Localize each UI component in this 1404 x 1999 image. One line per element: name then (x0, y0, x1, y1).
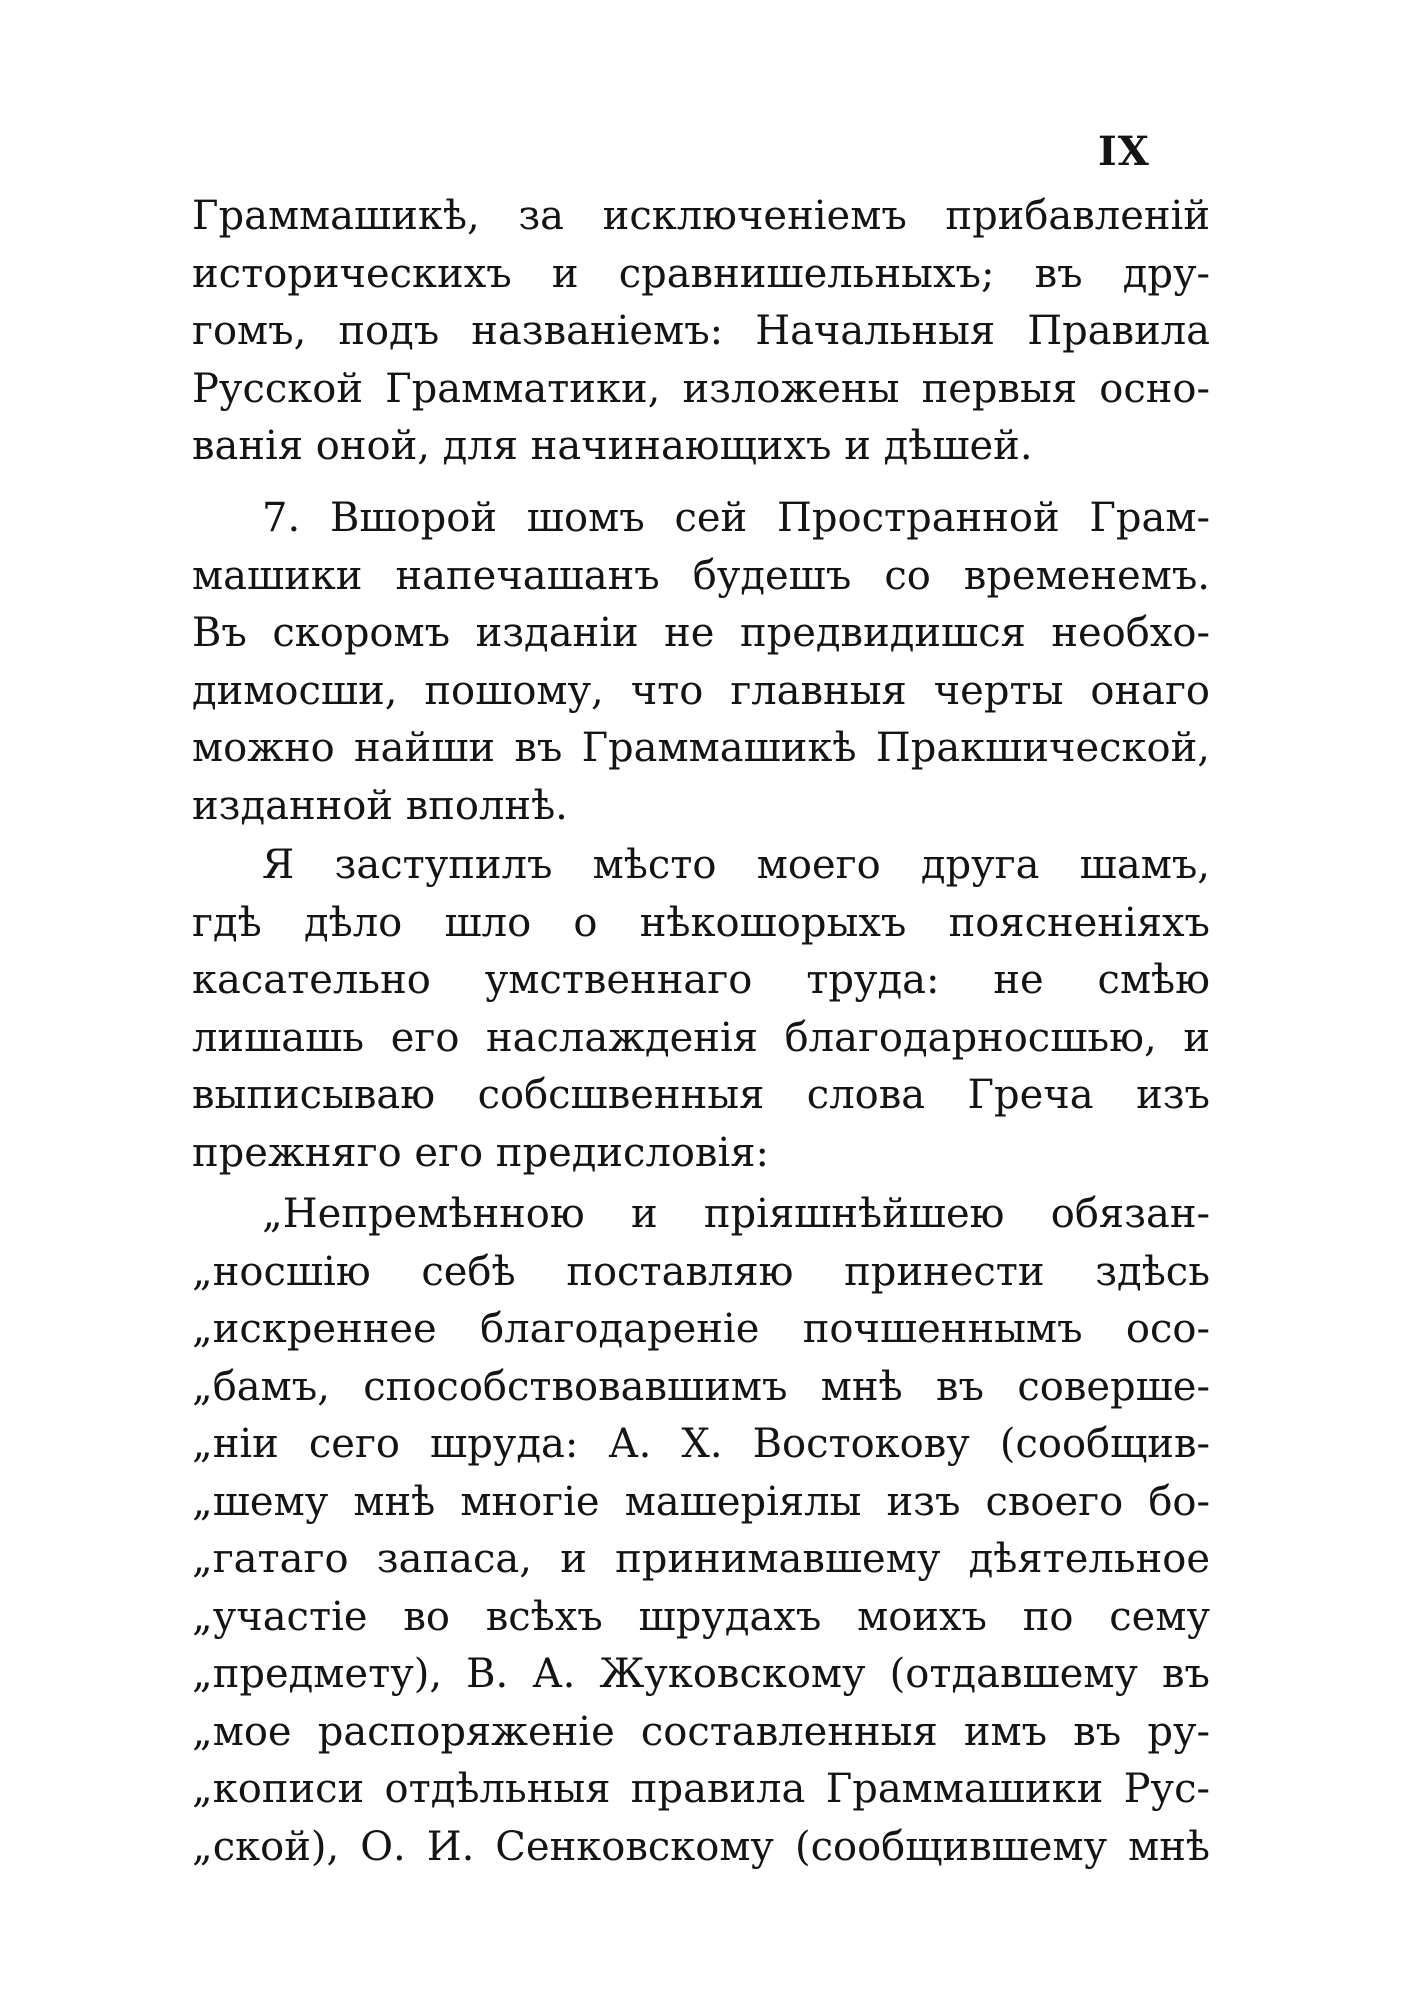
text-line: выписываю собсшвенныя слова Греча изъ (192, 1072, 1210, 1118)
page-number: IX (1098, 128, 1150, 175)
text-line: гдѣ дѣло шло о нѣкошорыхъ поясненіяхъ (192, 899, 1210, 946)
text-line: „участіе во всѣхъ шрудахъ моихъ по сему (192, 1593, 1210, 1640)
text-line: Въ скоромъ изданіи не предвидишся необхо- (192, 610, 1210, 656)
text-line: „гатаго запаса, и принимавшему дѣятельное (192, 1536, 1210, 1582)
text-line: „носшію себѣ поставляю принести здѣсь (192, 1248, 1210, 1295)
text-line: „мое распоряженіе составленныя имъ въ ру- (192, 1708, 1210, 1755)
text-line: „предмету), В. А. Жуковскому (отдавшему въ (192, 1651, 1210, 1697)
paragraph-2 (192, 490, 1210, 835)
text-line: Граммашикѣ, за исключеніемъ прибавленій (192, 193, 1210, 239)
text-line: ванія оной, для начинающихъ и дѣшей. (192, 423, 1033, 469)
text-line: „ніи сего шруда: А. Х. Востокову (сообщив- (192, 1421, 1210, 1467)
text-line: „Непремѣнною и пріяшнѣйшею обязан- (262, 1191, 1210, 1237)
text-line: „искреннее благодареніе почшеннымъ осо- (192, 1306, 1210, 1352)
text-line: касательно умственнаго труда: не смѣю (192, 957, 1210, 1003)
text-line: изданной вполнѣ. (192, 782, 568, 829)
paragraph-1 (192, 188, 1210, 476)
text-line: димосши, пошому, что главныя черты онаго (192, 667, 1210, 714)
text-line: Русской Грамматики, изложены первыя осно- (192, 365, 1210, 412)
text-line: „кописи отдѣльныя правила Граммашики Рус- (192, 1766, 1210, 1812)
text-line: машики напечашанъ будешъ со временемъ. (192, 552, 1210, 599)
text-line: 7. Вшорой шомъ сей Пространной Грам- (262, 495, 1210, 541)
text-line: Я заступилъ мѣсто моего друга шамъ, (262, 842, 1210, 888)
text-line: гомъ, подъ названіемъ: Начальныя Правила (192, 308, 1210, 354)
text-line: можно найши въ Граммашикѣ Пракшической, (192, 725, 1210, 771)
text-line: „ской), О. И. Сенковскому (сообщившему мнѣ (192, 1823, 1210, 1870)
paragraph-3 (192, 837, 1210, 1182)
text-line: „шему мнѣ многіе машеріялы изъ своего бо- (192, 1478, 1210, 1525)
paragraph-4-quote (192, 1186, 1210, 1876)
text-line: „бамъ, способствовавшимъ мнѣ въ соверше- (192, 1363, 1210, 1410)
text-line: лишашь его наслажденія благодарносшью, и (192, 1014, 1210, 1061)
text-line: прежняго его предисловія: (192, 1129, 769, 1176)
text-line: историческихъ и сравнишельныхъ; въ дру- (192, 250, 1210, 297)
